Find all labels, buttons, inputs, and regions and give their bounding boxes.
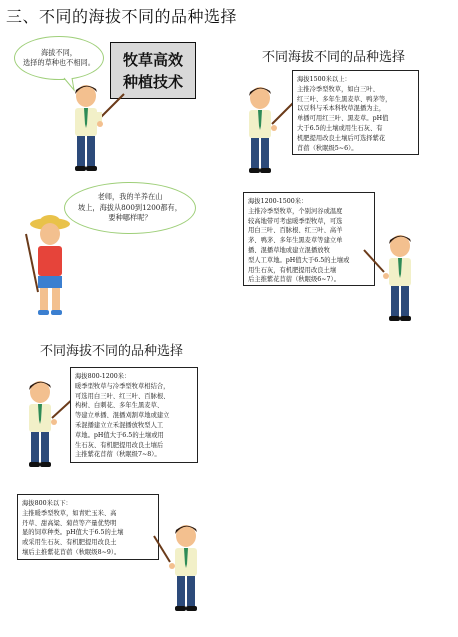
- page-title: 三、不同的海拔不同的品种选择: [6, 7, 238, 26]
- altitude-above-1500-box: 海拔1500米以上： 主推冷季型牧草，如白三叶、 红三叶、多年生黑麦草、鸭茅等， 以豆科与禾本科牧草混播为主， 单播可用红三叶、黑麦草。pH值 大于6.5的土壤或用生石灰、有 机肥提用改良土壤后可选择紫花 苜蓿（秋眠级5~6）。: [292, 70, 419, 155]
- altitude-1200-1500-box: 海拔1200-1500米： 主推冷季型牧草，个别河谷或温度 较高地带可考虑暖季型牧草，可选 用白三叶、百脉根、红三叶、高羊 茅、鸭茅、多年生黑麦草等建立单 播、混播草地或建立混播放牧 型人工草地。pH值大于6.5的土壤或 用生石灰，有机肥提用改良土壤 后主推紫花苜蓿（秋眠级6~7）。: [243, 192, 375, 286]
- teacher-figure: [240, 84, 300, 179]
- intro-speech-bubble: 海拔不同， 选择的草种也不相同。: [14, 36, 104, 80]
- teacher-figure: [66, 82, 126, 177]
- farmer-figure: [20, 214, 80, 319]
- grass-tech-box: 牧草高效 种植技术: [110, 42, 196, 99]
- section-title-2: 不同海拔不同的品种选择: [40, 344, 184, 359]
- section-title-1: 不同海拔不同的品种选择: [262, 50, 406, 65]
- teacher-figure: [380, 232, 440, 327]
- altitude-800-1200-box: 海拔800-1200米： 暖季型牧草与冷季型牧草相结合， 可选用白三叶、红三叶、百脉根、 构树、白刺花、多年生黑麦草、 等建立单播、混播刈割草地或建立 禾混播建立立禾混播放牧型人工 草地。pH值大于6.5的土壤或用 生石灰、有机肥提用改良土壤后 主推紫花苜蓿（秋眠级7~8）。: [70, 367, 198, 463]
- teacher-figure: [166, 522, 226, 622]
- farmer-speech-bubble: 老师，我的羊养在山 坡上，海拔从800到1200都有， 要种哪样呢？: [64, 182, 196, 234]
- altitude-below-800-box: 海拔800米以下： 主推暖季型牧草，如青贮玉米、高 丹草、甜高粱、菊苣等产量优势明 显的饲草种类。pH值大于6.5的土壤 或采用生石灰、有机肥提用改良土 壤后主推紫花苜蓿（秋眠级8~9）。: [17, 494, 159, 560]
